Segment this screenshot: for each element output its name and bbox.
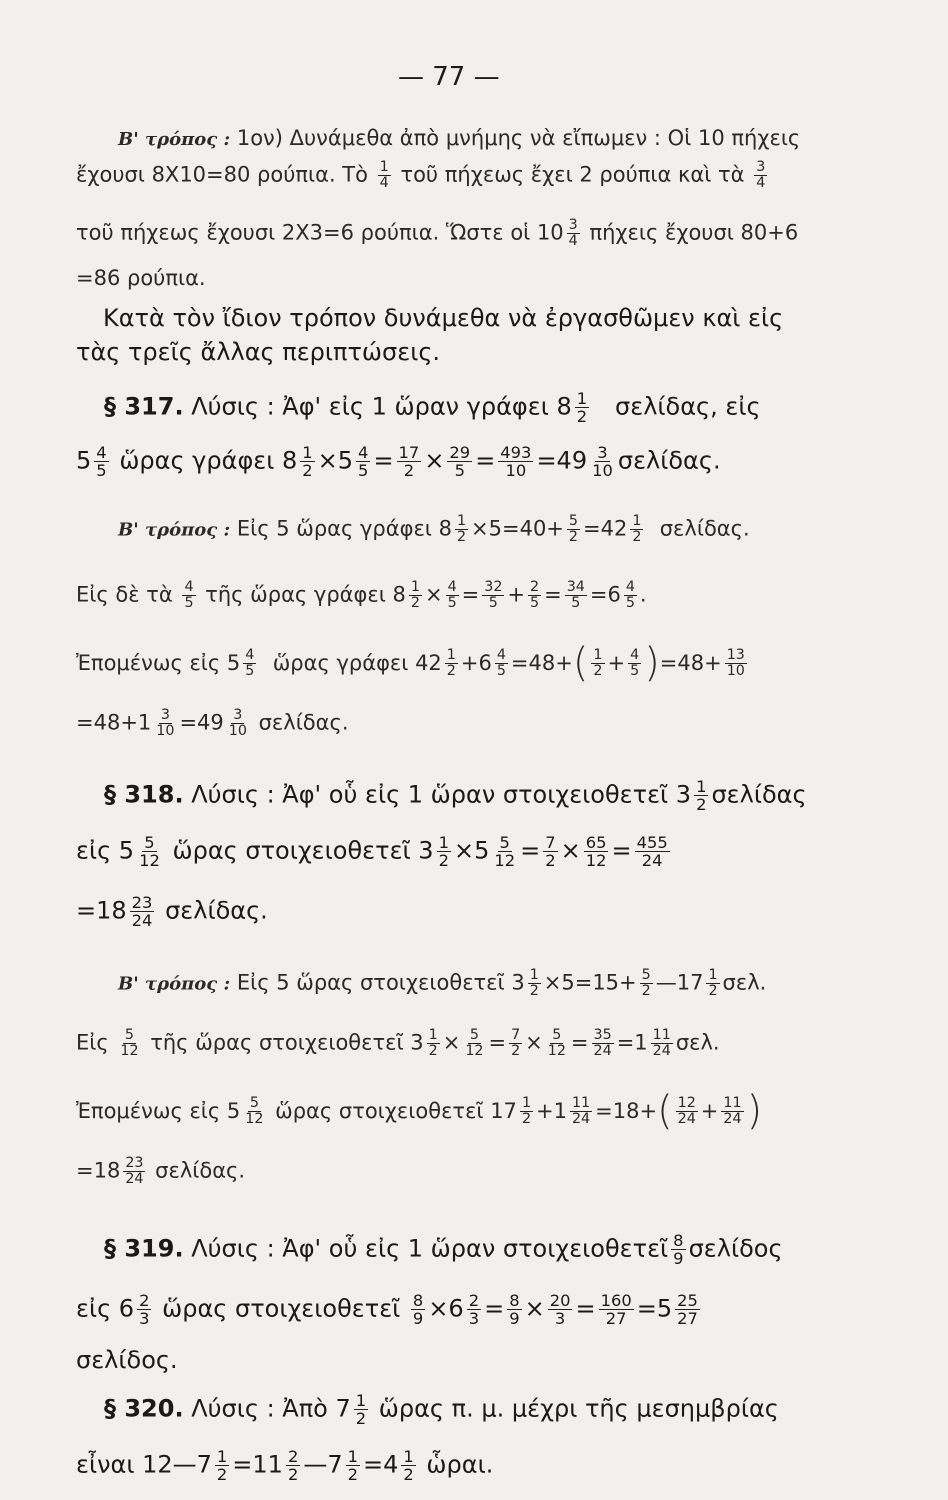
equation-line: =18 $\frac{23}{24}$ σελίδας. — [76, 893, 268, 931]
text-line: σελίδος. — [76, 1346, 178, 1374]
text-line: Κατὰ τὸν ἴδιον τρόπον δυνάμεθα νὰ ἐργασθῶμεν καὶ εἰς — [103, 304, 784, 332]
equation-line: Β' τρόπος : Εἰς 5 ὥρας στοιχειοθετεῖ 3 $\frac{1}{2}$ ×5=15+ $\frac{5}{2}$ —17 $\frac{1}{2}$ σελ. — [118, 967, 767, 999]
section-319-heading: § 319. Λύσις : Ἀφ' οὗ εἰς 1 ὥραν στοιχειοθετεῖ $\frac{8}{9}$ σελίδος — [104, 1231, 783, 1269]
equation-line: εἰς 5 $\frac{5}{12}$ ὥρας στοιχειοθετεῖ 3 $\frac{1}{2}$ ×5 $\frac{5}{12}$ = $\frac{7}{2}$ × $\frac{65}{12}$ = $\frac{455}{24}$ — [76, 833, 668, 871]
text-line: ἔχουσι 8Χ10=80 ρούπια. Τὸ $\frac{1}{4}$ τοῦ πήχεως ἔχει 2 ρούπια καὶ τὰ $\frac{3}{4}$ — [76, 159, 766, 191]
equation-line: 5 $\frac{4}{5}$ ὥρας γράφει 8 $\frac{1}{2}$ ×5 $\frac{4}{5}$ = $\frac{17}{2}$ × $\frac{29}{5}$ = $\frac{493}{10}$ =49 $\frac{3}{10}$ σελίδας. — [76, 443, 721, 481]
page-number: — 77 — — [398, 62, 500, 92]
method-label: Β' τρόπος : — [118, 129, 231, 150]
equation-line: εἶναι 12—7 $\frac{1}{2}$ =11 $\frac{2}{2}$ —7 $\frac{1}{2}$ =4 $\frac{1}{2}$ ὧραι. — [76, 1447, 494, 1485]
fraction: $\frac{3}{4}$ — [568, 217, 578, 249]
fraction: $\frac{1}{2}$ — [576, 389, 588, 427]
equation-line: Ἐπομένως εἰς 5 $\frac{5}{12}$ ὥρας στοιχειοθετεῖ 17 $\frac{1}{2}$ +1 $\frac{11}{24}$ =18+( $\frac{12}{24}$ + $\frac{11}{24}$ ) — [76, 1088, 763, 1134]
section-318-heading: § 318. Λύσις : Ἀφ' οὗ εἰς 1 ὥραν στοιχειοθετεῖ 3 $\frac{1}{2}$ σελίδας — [104, 777, 807, 815]
text-line: Β' τρόπος : 1ον) Δυνάμεθα ἀπὸ μνήμης νὰ εἴπωμεν : Οἱ 10 πήχεις — [118, 126, 801, 150]
equation-line: Β' τρόπος : Εἰς 5 ὥρας γράφει 8 $\frac{1}{2}$ ×5=40+ $\frac{5}{2}$ =42 $\frac{1}{2}$ σελίδας. — [118, 513, 750, 545]
fraction: $\frac{3}{4}$ — [756, 159, 766, 191]
equation-line: εἰς 6 $\frac{2}{3}$ ὥρας στοιχειοθετεῖ $\frac{8}{9}$ ×6 $\frac{2}{3}$ = $\frac{8}{9}$ × $\frac{20}{3}$ = $\frac{160}{27}$ =5 $\frac{25}{27}$ — [76, 1291, 698, 1329]
fraction: $\frac{1}{4}$ — [379, 159, 389, 191]
equation-line: Ἐπομένως εἰς 5 $\frac{4}{5}$ ὥρας γράφει 42 $\frac{1}{2}$ +6 $\frac{4}{5}$ =48+( $\frac{1}{2}$ + $\frac{4}{5}$ )=48+ $\frac{13}{10}$ — [76, 640, 745, 686]
section-317-heading: § 317. Λύσις : Ἀφ' εἰς 1 ὥραν γράφει 8 $\frac{1}{2}$ σελίδας, εἰς — [104, 389, 761, 427]
text-line: τοῦ πήχεως ἔχουσι 2Χ3=6 ρούπια. Ὥστε οἱ 10 $\frac{3}{4}$ πήχεις ἔχουσι 80+6 — [76, 217, 799, 249]
text-line: =86 ρούπια. — [76, 266, 206, 290]
equation-line: Εἰς $\frac{5}{12}$ τῆς ὥρας στοιχειοθετεῖ 3 $\frac{1}{2}$ × $\frac{5}{12}$ = $\frac{7}{2}$ × $\frac{5}{12}$ = $\frac{35}{24}$ =1 $\frac{11}{24}$ σελ. — [76, 1027, 720, 1059]
text-line: τὰς τρεῖς ἄλλας περιπτώσεις. — [76, 338, 441, 366]
equation-line: =48+1 $\frac{3}{10}$ =49 $\frac{3}{10}$ σελίδας. — [76, 707, 349, 739]
section-320-heading: § 320. Λύσις : Ἀπὸ 7 $\frac{1}{2}$ ὥρας π. μ. μέχρι τῆς μεσημβρίας — [104, 1391, 779, 1429]
equation-line: =18 $\frac{23}{24}$ σελίδας. — [76, 1155, 246, 1187]
equation-line: Εἰς δὲ τὰ $\frac{4}{5}$ τῆς ὥρας γράφει 8 $\frac{1}{2}$ × $\frac{4}{5}$ = $\frac{32}{5}$ + $\frac{2}{5}$ = $\frac{34}{5}$ =6 $\frac{4}{5}$ . — [76, 579, 647, 611]
